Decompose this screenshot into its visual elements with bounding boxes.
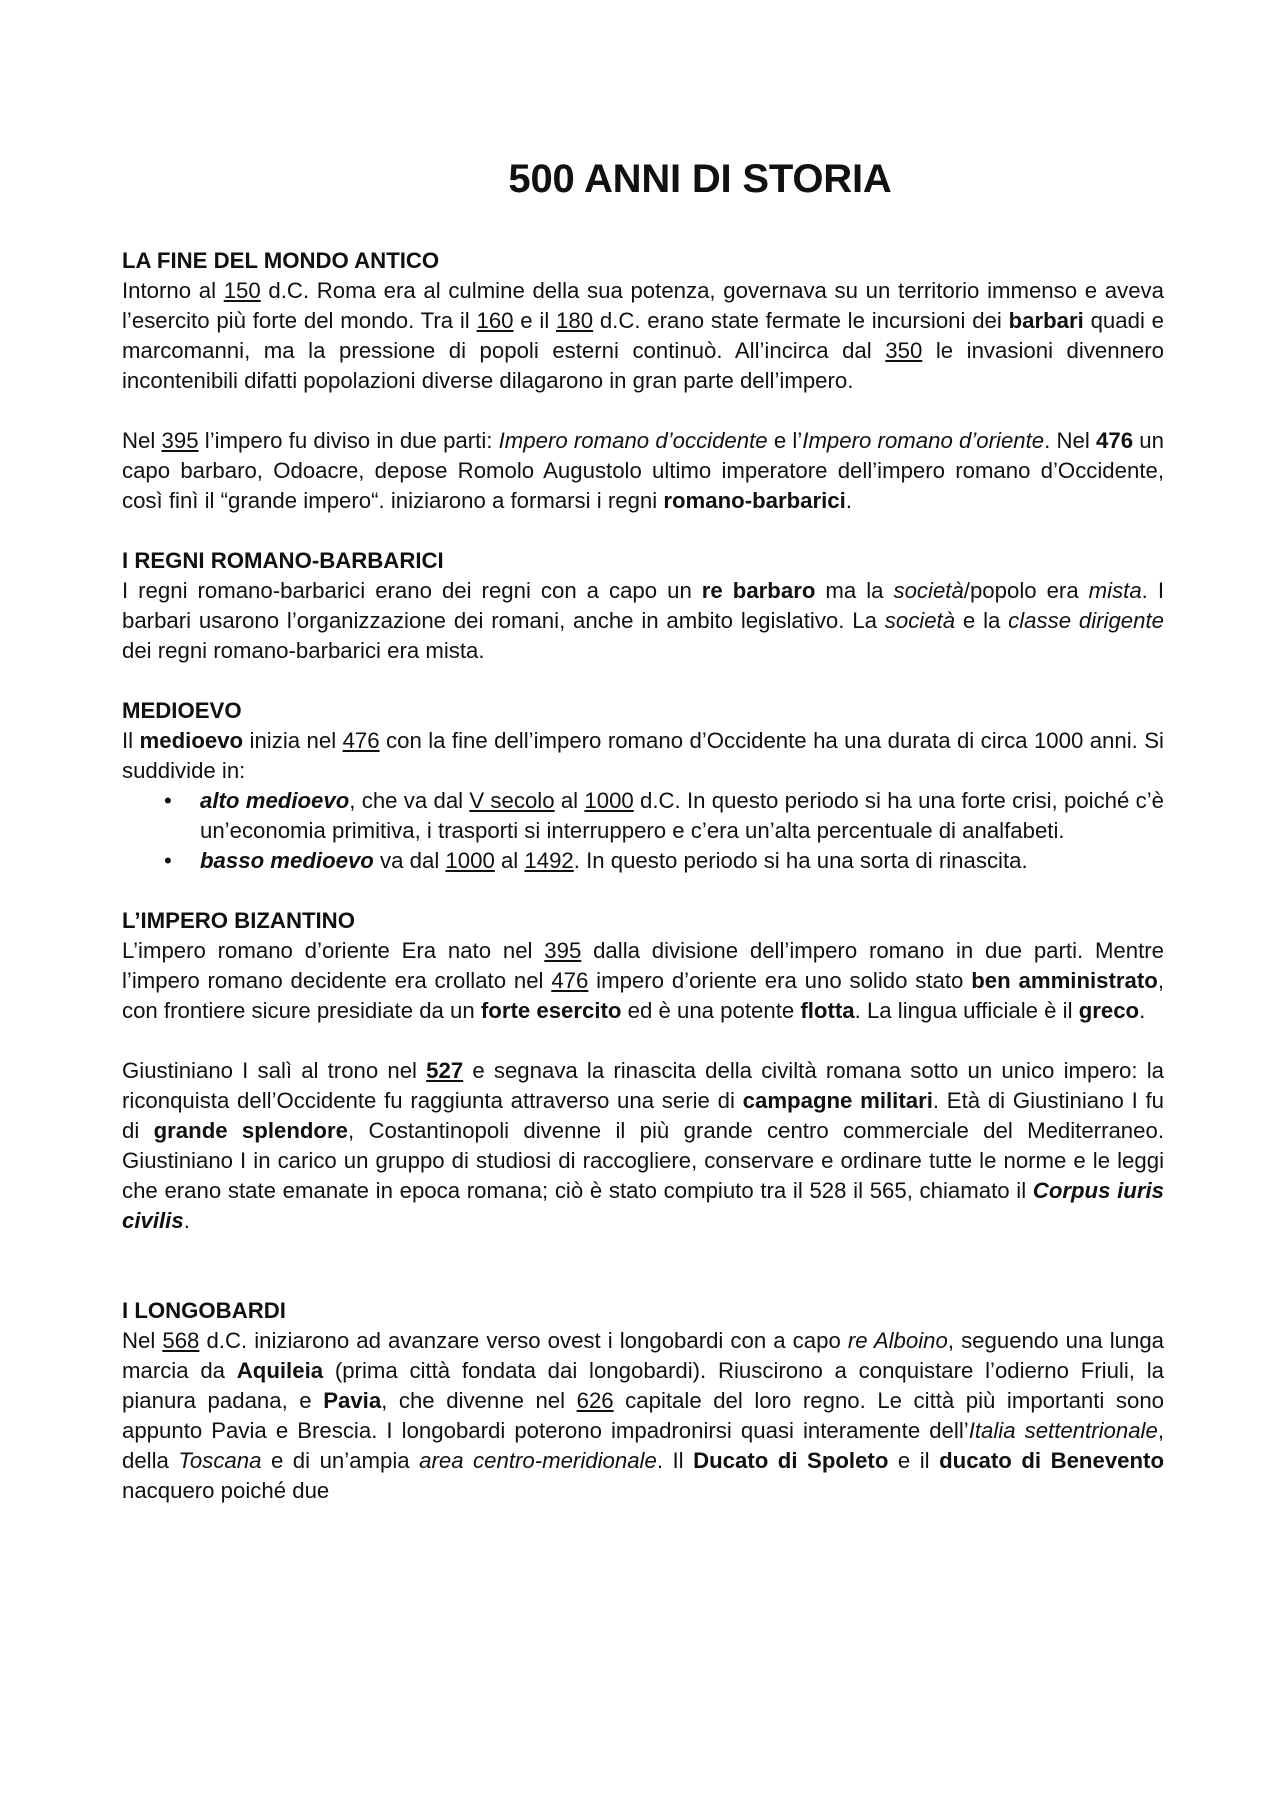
bullet-icon: • [164, 848, 172, 873]
paragraph: Il medioevo inizia nel 476 con la fine dell’impero romano d’Occidente ha una durata di circa 1000 anni. Si suddivide in: [122, 728, 1164, 783]
page-title: 500 ANNI DI STORIA [508, 157, 892, 201]
section-impero-bizantino [122, 906, 1164, 1236]
section-heading: I LONGOBARDI [122, 1298, 286, 1323]
section-medioevo [122, 696, 1164, 876]
document-page [122, 150, 1164, 1506]
section-heading: MEDIOEVO [122, 698, 242, 723]
list-item: • basso medioevo va dal 1000 al 1492. In questo periodo si ha una sorta di rinascita. [122, 846, 1164, 876]
bullet-list [122, 786, 1164, 876]
section-heading: LA FINE DEL MONDO ANTICO [122, 248, 440, 273]
paragraph: Nel 395 l’impero fu diviso in due parti: Impero romano d’occidente e l’Impero romano d’oriente. Nel 476 un capo barbaro, Odoacre, depose Romolo Augustolo ultimo imperatore dell’impero romano d’Occidente, così finì il “grande impero“. iniziarono a formarsi i regni romano-barbarici. [122, 428, 1164, 513]
paragraph: Giustiniano I salì al trono nel 527 e segnava la rinascita della civiltà romana sotto un unico impero: la riconquista dell’Occidente fu raggiunta attraverso una serie di campagne militari. Età di Giustiniano I fu di grande splendore, Costantinopoli divenne il più grande centro commerciale del Mediterraneo. Giustiniano I in carico un gruppo di studiosi di raccogliere, conservare e ordinare tutte le norme e le leggi che erano state emanate in epoca romana; ciò è stato compiuto tra il 528 il 565, chiamato il Corpus iuris civilis. [122, 1058, 1164, 1233]
paragraph: Intorno al 150 d.C. Roma era al culmine della sua potenza, governava su un territorio immenso e aveva l’esercito più forte del mondo. Tra il 160 e il 180 d.C. erano state fermate le incursioni dei barbari quadi e marcomanni, ma la pressione di popoli esterni continuò. All’incirca dal 350 le invasioni divennero incontenibili difatti popolazioni diverse dilagarono in gran parte dell’impero. [122, 278, 1165, 393]
section-regni-romano-barbarici [122, 546, 1164, 666]
section-heading: L’IMPERO BIZANTINO [122, 908, 355, 933]
paragraph: L’impero romano d’oriente Era nato nel 395 dalla divisione dell’impero romano in due parti. Mentre l’impero romano decidente era crollato nel 476 impero d’oriente era uno solido stato ben amministrato, con frontiere sicure presidiate da un forte esercito ed è una potente flotta. La lingua ufficiale è il greco. [122, 938, 1165, 1023]
paragraph: Nel 568 d.C. iniziarono ad avanzare verso ovest i longobardi con a capo re Alboino, seguendo una lunga marcia da Aquileia (prima città fondata dai longobardi). Riuscirono a conquistare l’odierno Friuli, la pianura padana, e Pavia, che divenne nel 626 capitale del loro regno. Le città più importanti sono appunto Pavia e Brescia. I longobardi poterono impadronirsi quasi interamente dell’Italia settentrionale, della Toscana e di un’ampia area centro-meridionale. Il Ducato di Spoleto e il ducato di Benevento nacquero poiché due [122, 1328, 1164, 1503]
section-fine-mondo-antico [122, 246, 1164, 516]
list-item: • alto medioevo, che va dal V secolo al 1000 d.C. In questo periodo si ha una forte crisi, poiché c’è un’economia primitiva, i trasporti si interruppero e c’era un’alta percentuale di analfabeti. [164, 788, 1164, 843]
bullet-icon: • [164, 788, 172, 813]
section-heading: I REGNI ROMANO-BARBARICI [122, 548, 444, 573]
section-longobardi [122, 1296, 1164, 1506]
paragraph: I regni romano-barbarici erano dei regni con a capo un re barbaro ma la società/popolo era mista. I barbari usarono l’organizzazione dei romani, anche in ambito legislativo. La società e la classe dirigente dei regni romano-barbarici era mista. [122, 578, 1164, 663]
